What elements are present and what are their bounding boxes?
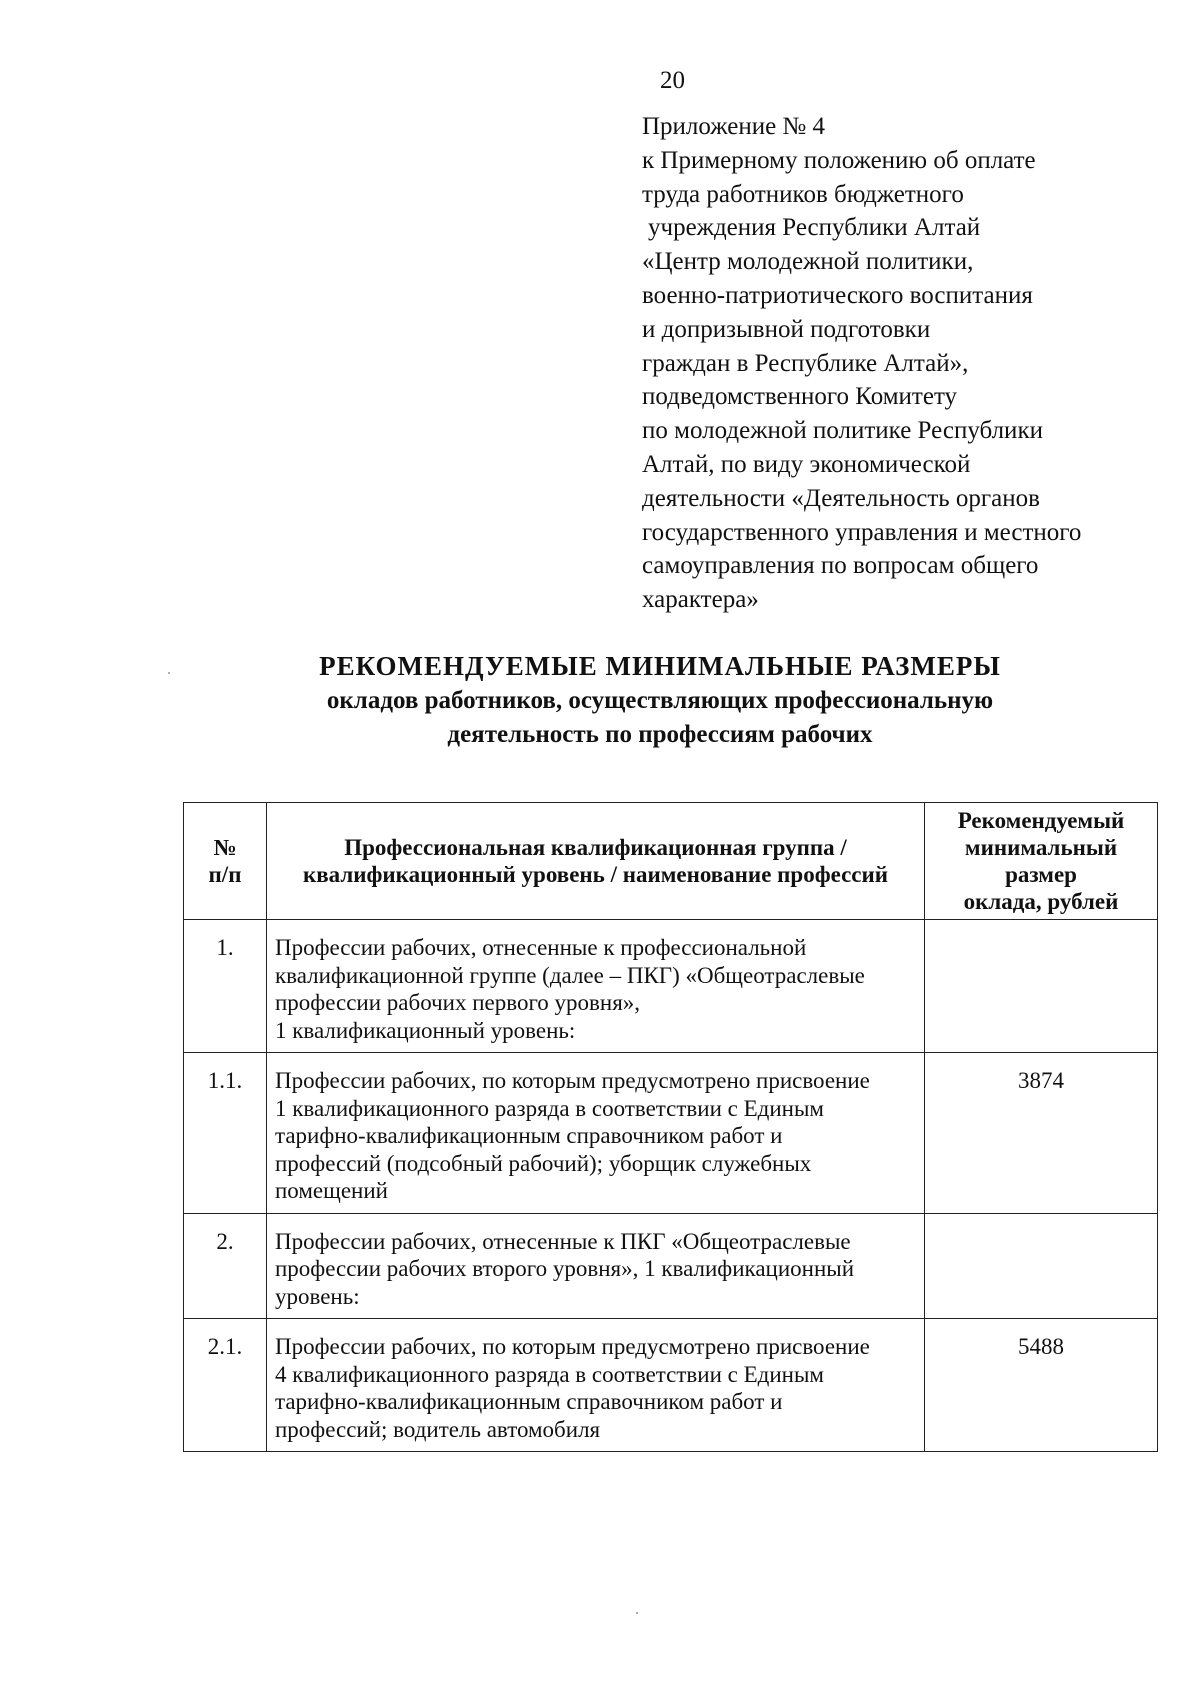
appendix-line: государственного управления и местного [642,518,1082,546]
description-line: профессии рабочих второго уровня», 1 квалификационный [275,1256,855,1281]
scan-speck [636,1612,638,1614]
row-number: 1.1. [184,1053,267,1214]
appendix-line: и допризывной подготовки [642,315,931,343]
appendix-line: Приложение № 4 [642,113,826,140]
description-line: 4 квалификационного разряда в соответствии с Единым [275,1361,824,1387]
row-description [267,1053,925,1214]
header-salary-line: оклада, рублей [963,889,1119,914]
table-header-row [184,803,1158,920]
row-salary [925,920,1158,1053]
header-number-line: п/п [208,862,242,887]
description-line: 1 квалификационного разряда в соответствии с Единым [275,1095,824,1121]
row-salary: 5488 [925,1319,1158,1452]
title-line-3: деятельность по профессиям рабочих [447,721,873,748]
scan-speck [168,672,170,674]
description-line: профессий (подсобный рабочий); уборщик служебных [275,1150,812,1176]
header-group-line: Профессиональная квалификационная группа / [344,835,847,860]
appendix-line: учреждения Республики Алтай [648,214,981,242]
description-line: уровень: [275,1283,360,1309]
description-line: Профессии рабочих, отнесенные к ПКГ «Общеотраслевые [275,1228,851,1254]
appendix-line: Алтай, по виду экономической [642,450,971,478]
appendix-line: труда работников бюджетного [642,180,964,208]
appendix-line: деятельности «Деятельность органов [642,484,1040,512]
description-line: профессий; водитель автомобиля [275,1416,601,1442]
header-number-line: № [213,835,237,860]
document-title [180,648,1140,752]
title-line-2: окладов работников, осуществляющих профессиональную [326,687,994,714]
page-number: 20 [660,67,685,94]
appendix-line: характера» [642,586,759,614]
description-line: Профессии рабочих, отнесенные к профессиональной [275,935,807,960]
description-line: тарифно-квалификационным справочником работ и [275,1123,783,1148]
row-description [267,920,925,1053]
row-number: 2.1. [184,1319,267,1452]
table-row [184,1319,1158,1452]
appendix-line: подведомственного Комитету [642,383,958,411]
table-row [184,1053,1158,1214]
header-group-line: квалификационный уровень / наименование профессий [302,862,889,887]
header-salary-line: Рекомендуемый [957,808,1125,833]
table-row [184,920,1158,1053]
table-row [184,1213,1158,1319]
row-number: 2. [184,1213,267,1319]
appendix-line: к Примерному положению об оплате [642,146,1036,174]
description-line: тарифно-квалификационным справочником работ и [275,1389,783,1414]
description-line: квалификационной группе (далее – ПКГ) «Общеотраслевые [275,962,865,988]
row-description [267,1319,925,1452]
appendix-line: граждан в Республике Алтай», [642,349,969,377]
header-salary [925,803,1158,920]
salary-table [183,802,1158,1452]
description-line: Профессии рабочих, по которым предусмотрено присвоение [275,1334,870,1359]
appendix-line: «Центр молодежной политики, [642,248,974,276]
appendix-line: самоуправления по вопросам общего [642,552,1039,580]
description-line: 1 квалификационный уровень: [275,1017,576,1043]
row-number: 1. [184,920,267,1053]
title-line-1: РЕКОМЕНДУЕМЫЕ МИНИМАЛЬНЫЕ РАЗМЕРЫ [319,651,1001,681]
row-salary: 3874 [925,1053,1158,1214]
appendix-line: по молодежной политике Республики [642,417,1043,445]
header-group [267,803,925,920]
header-number [184,803,267,920]
appendix-heading [642,110,1162,617]
row-description [267,1213,925,1319]
appendix-line: военно-патриотического воспитания [642,281,1033,309]
description-line: помещений [275,1178,388,1203]
header-salary-line: минимальный размер [964,835,1118,887]
row-salary [925,1213,1158,1319]
description-line: Профессии рабочих, по которым предусмотрено присвоение [275,1068,870,1093]
description-line: профессии рабочих первого уровня», [275,990,641,1015]
